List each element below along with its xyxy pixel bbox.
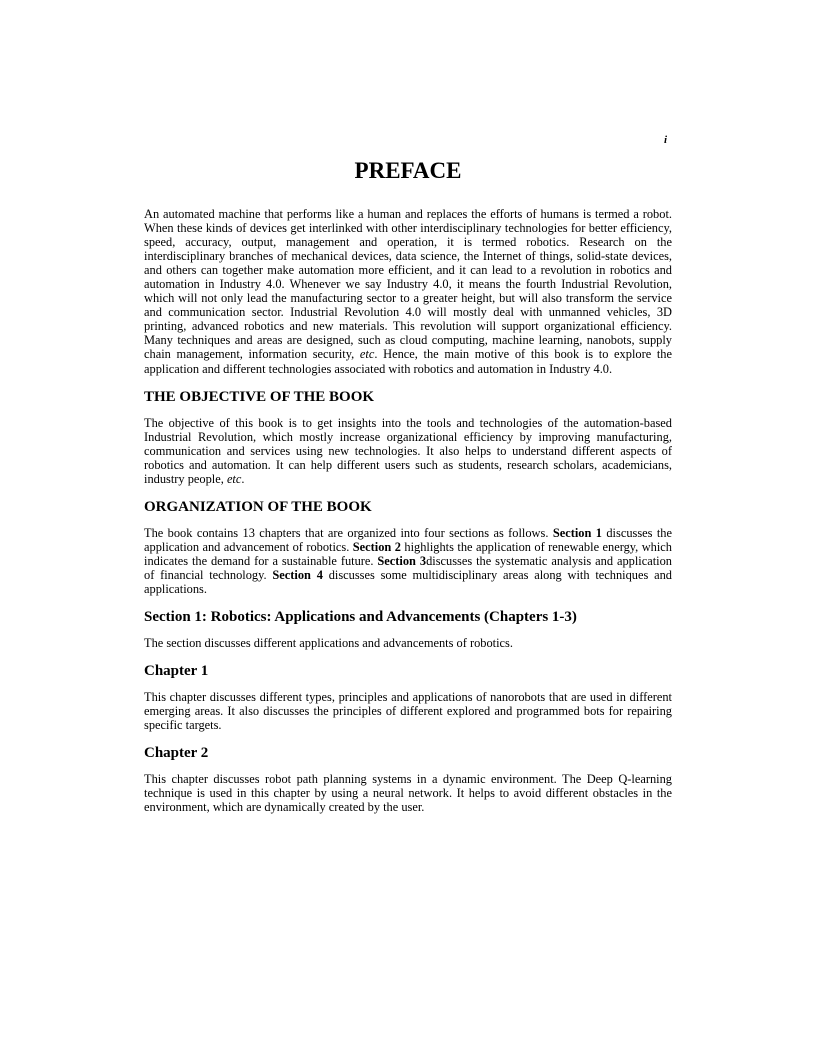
organization-heading: ORGANIZATION OF THE BOOK [144, 498, 372, 515]
objective-heading: THE OBJECTIVE OF THE BOOK [144, 388, 375, 405]
chapter2-heading: Chapter 2 [144, 745, 209, 762]
chapter2-paragraph: This chapter discusses robot path planning systems in a dynamic environment. The Deep Q-learning technique is used in this chapter by using a neural network. It helps to avoid different obstacles in the environment, which are dynamically created by the user. [144, 772, 672, 815]
page-title: PREFACE [354, 158, 462, 183]
chapter1-paragraph: This chapter discusses different types, principles and applications of nanorobots that are used in different emerging areas. It also discusses the principles of different explored and programmed bots for repairing specific targets. [144, 690, 672, 733]
organization-paragraph: The book contains 13 chapters that are organized into four sections as follows. Section 1 discusses the application and advancement of robotics. Section 2 highlights the application of renewable energy, which indicates the demand for a sustainable future. Section 3discusses the systematic analysis and application of financial technology. Section 4 discusses some multidisciplinary areas along with techniques and applications. [144, 525, 673, 596]
intro-paragraph: An automated machine that performs like a human and replaces the efforts of humans is termed a robot. When these kinds of devices get interlinked with other interdisciplinary technologies for better efficiency, speed, accuracy, output, management and operation, it is termed robotics. Research on the interdisciplinary branches of mechanical devices, data science, the Internet of things, solid-state devices, and others can together make automation more efficient, and it can lead to a revolution in robotics and automation in Industry 4.0. Whenever we say Industry 4.0, it means the fourth Industrial Revolution, which will not only lead the manufacturing sector to a greater height, but will also transform the service and communication sector. Industrial Revolution 4.0 will mostly deal with unmanned vehicles, 3D printing, advanced robotics and new materials. This revolution will support organizational efficiency. Many techniques and areas are designed, such as cloud computing, machine learning, nanobots, supply chain management, information security, etc. Hence, the main motive of this book is to explore the application and different technologies associated with robotics and automation in Industry 4.0. [144, 207, 673, 376]
objective-paragraph: The objective of this book is to get insights into the tools and technologies of the automation-based Industrial Revolution, which mostly increase organizational efficiency by improving manufacturing, communication and services using new technologies. It also helps to understand different aspects of robotics and automation. It can help different users such as students, research scholars, academicians, industry people, etc. [144, 415, 672, 486]
chapter1-heading: Chapter 1 [144, 663, 209, 680]
section1-paragraph: The section discusses different applications and advancements of robotics. [144, 636, 513, 651]
page-number: i [664, 134, 668, 146]
section1-heading: Section 1: Robotics: Applications and Advancements (Chapters 1-3) [144, 609, 577, 626]
page-content [144, 156, 672, 814]
